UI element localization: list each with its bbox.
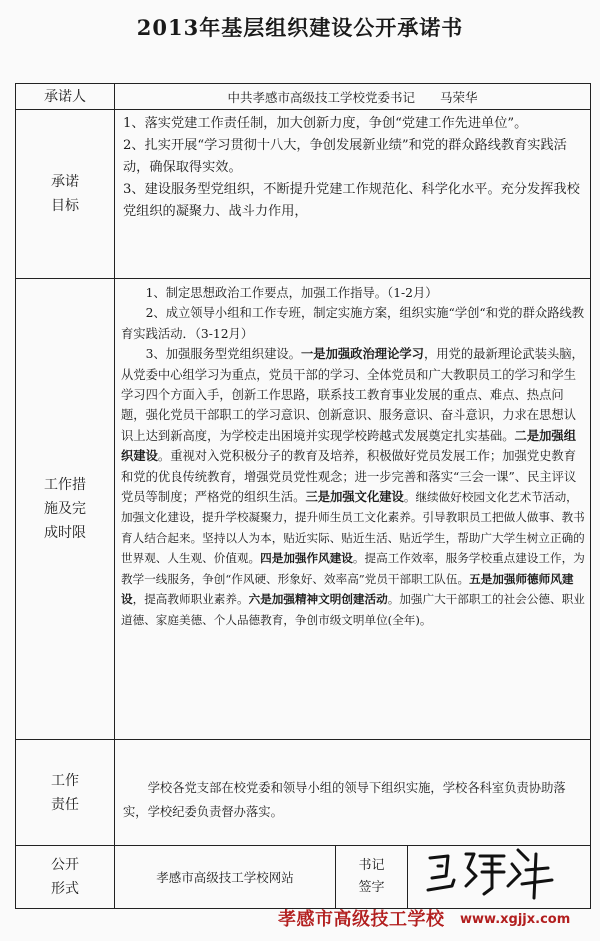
measure-text-6: 。加强广大干部职工的社会公德、职业道德、家庭美德、个人品德教育，争创市级文明单位(全年)。 <box>121 592 585 627</box>
measures-label-line3: 成时限 <box>44 525 86 541</box>
measure-item-2: 2、成立领导小组和工作专班，制定实施方案，组织实施“学创“和党的群众路线教育实践活动．（3-12月） <box>121 306 585 341</box>
measure-item-3 <box>121 344 585 630</box>
measure-heading-5: 五是加强师德师风建设 <box>121 571 574 607</box>
signature-label-line1: 书记 <box>358 858 385 873</box>
responsibility-label <box>16 740 115 846</box>
document-title: 2013年基层组织建设公开承诺书 <box>136 15 464 40</box>
responsibility-label-line1: 工作 <box>51 772 79 789</box>
measure-text-1: ，用党的最新理论武装头脑，从党委中心组学习为重点，党员干部的学习、全体党员和广大教职员工的学习和学生学习四个方面入手，创新工作思路，联系技工教育事业发展的重点、难点、热点问题，强化党员干部职工的学习意识、创新意识、服务意识、奋斗意识，力求在思想认识上达到新高度，为学校走出困境并实现学校跨越式发展奠定扎实基础。 <box>121 347 584 443</box>
goals-label-line2: 目标 <box>51 198 79 214</box>
promiser-value: 中共孝感市高级技工学校党委书记 马荣华 <box>115 84 591 110</box>
signature-cell <box>408 846 591 909</box>
goals-label-line1: 承诺 <box>51 174 79 190</box>
publicity-label <box>16 846 115 909</box>
measure-heading-1: 一是加强政治理论学习 <box>300 346 424 362</box>
measures-content <box>115 279 591 740</box>
goals-content <box>115 110 591 279</box>
promiser-row <box>16 84 591 110</box>
measures-label-line2: 施及完 <box>44 501 86 517</box>
handwritten-signature <box>408 846 588 904</box>
measure-text-3: 。继续做好校园文化艺术节活动，加强文化建设，提升学校凝聚力，提升师生员工文化素养。引导教职员工把做人做事、教书育人结合起来。坚持以人为本，贴近实际、贴近生活、贴近学生，帮助广大学生树立正确的世界观、人生观、价值观。 <box>121 490 585 566</box>
measure-text-4: 。提高工作效率，服务学校重点建设工作，为教学一线服务，争创“作风硬、形象好、效率高”党员干部职工队伍。 <box>121 551 585 586</box>
goal-item: 3、建设服务型党组织，不断提升党建工作规范化、科学化水平。充分发挥我校党组织的凝聚力、战斗力作用， <box>123 182 580 219</box>
signature-label-line2: 签字 <box>358 880 385 895</box>
footer-url[interactable]: www.xgjjx.com <box>460 912 571 927</box>
measure-text-2: 。重视对入党积极分子的教育及培养，积极做好党员发展工作；加强党史教育和党的优良传统教育，增强党员党性观念；进一步完善和落实“三会一课”、民主评议党员等制度；严格党的组织生活。 <box>121 449 577 505</box>
publicity-row <box>16 846 591 909</box>
publicity-label-line1: 公开 <box>51 857 79 873</box>
goals-row <box>16 110 591 279</box>
measure-heading-3: 三是加强文化建设 <box>305 489 404 505</box>
measure-item-3-intro: 3、加强服务型党组织建设。 <box>145 347 301 362</box>
responsibility-text: 学校各党支部在校党委和领导小组的领导下组织实施，学校各科室负责协助落实，学校纪委负责督办落实。 <box>123 781 566 819</box>
measure-item-1: 1、制定思想政治工作要点，加强工作指导。（1-2月） <box>145 286 438 300</box>
measures-label <box>16 279 115 740</box>
measures-row <box>16 279 591 740</box>
signature-label <box>336 846 408 909</box>
measure-text-5: ，提高教师职业素养。 <box>132 592 249 607</box>
measure-heading-6: 六是加强精神文明创建活动 <box>248 592 388 607</box>
promiser-label: 承诺人 <box>16 84 115 110</box>
measures-label-line1: 工作措 <box>44 477 86 493</box>
goal-item: 2、扎实开展“学习贯彻十八大，争创发展新业绩”和党的群众路线教育实践活动，确保取得实效。 <box>123 138 567 175</box>
responsibility-content <box>115 740 591 846</box>
goal-item: 1、落实党建工作责任制，加大创新力度，争创“党建工作先进单位”。 <box>123 116 528 131</box>
measure-heading-2: 二是加强组织建设 <box>121 427 577 464</box>
responsibility-label-line2: 责任 <box>51 796 79 813</box>
publicity-label-line2: 形式 <box>51 881 79 897</box>
measure-heading-4: 四是加强作风建设 <box>260 551 353 566</box>
publicity-value: 孝感市高级技工学校网站 <box>115 846 336 909</box>
responsibility-row <box>16 740 591 846</box>
footer-school-name: 孝感市高级技工学校 <box>278 909 445 930</box>
pledge-table <box>15 83 591 909</box>
goals-label <box>16 110 115 279</box>
